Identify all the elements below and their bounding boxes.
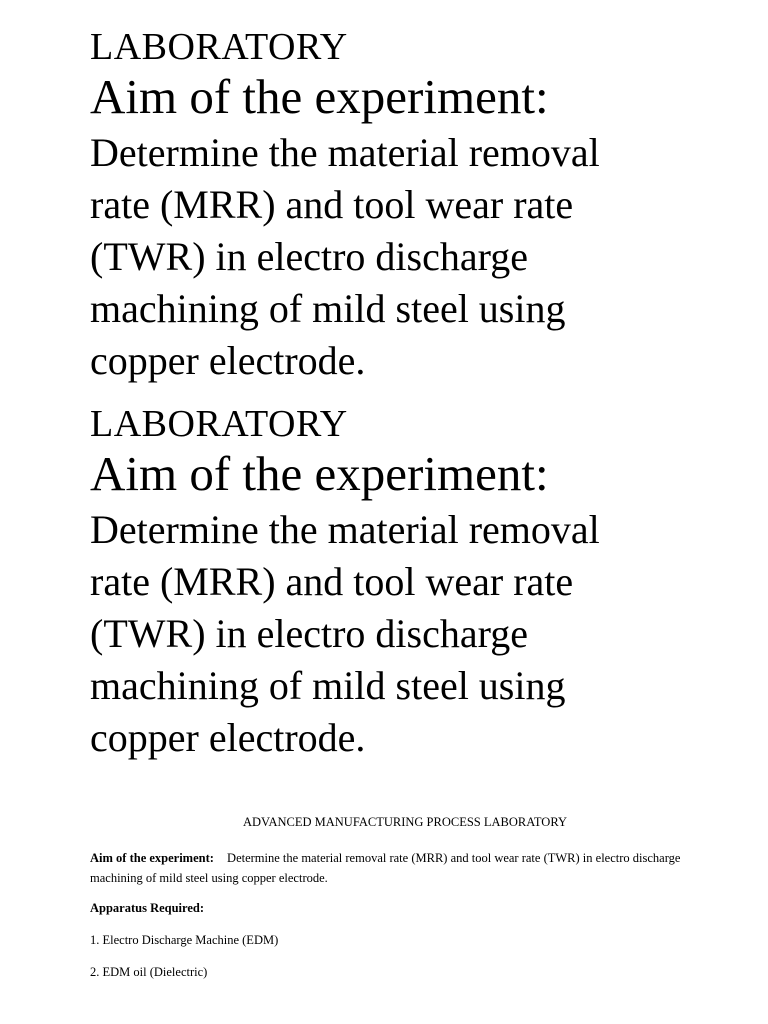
aim-line: copper electrode.	[90, 338, 366, 383]
aim-label: Aim of the experiment:	[90, 851, 214, 865]
aim-line: machining of mild steel using	[90, 286, 566, 331]
aim-line: Determine the material removal	[90, 507, 600, 552]
aim-line: machining of mild steel using	[90, 663, 566, 708]
aim-line: Determine the material removal	[90, 130, 600, 175]
aim-line: rate (MRR) and tool wear rate	[90, 559, 574, 604]
large-text-block-1	[90, 27, 750, 387]
large-text-block-2	[90, 404, 750, 764]
aim-line: copper electrode.	[90, 715, 366, 760]
aim-line: (TWR) in electro discharge	[90, 611, 528, 656]
list-item: 1. Electro Discharge Machine (EDM)	[90, 933, 279, 947]
apparatus-heading: Apparatus Required:	[90, 901, 205, 915]
aim-line: rate (MRR) and tool wear rate	[90, 182, 574, 227]
aim-heading: Aim of the experiment:	[90, 446, 549, 501]
document-body	[90, 812, 720, 994]
laboratory-label: LABORATORY	[90, 26, 348, 68]
document-title: ADVANCED MANUFACTURING PROCESS LABORATORY	[242, 815, 567, 829]
aim-heading: Aim of the experiment:	[90, 69, 549, 124]
aim-description	[90, 504, 750, 764]
aim-line: (TWR) in electro discharge	[90, 234, 528, 279]
laboratory-label: LABORATORY	[90, 403, 348, 445]
aim-text: Determine the material removal rate (MRR) and tool wear rate (TWR) in electro discharge machining of mild steel using copper electrode.	[90, 851, 681, 885]
aim-paragraph	[90, 848, 720, 888]
apparatus-list	[90, 930, 720, 982]
list-item: 2. EDM oil (Dielectric)	[90, 965, 208, 979]
aim-description	[90, 127, 750, 387]
